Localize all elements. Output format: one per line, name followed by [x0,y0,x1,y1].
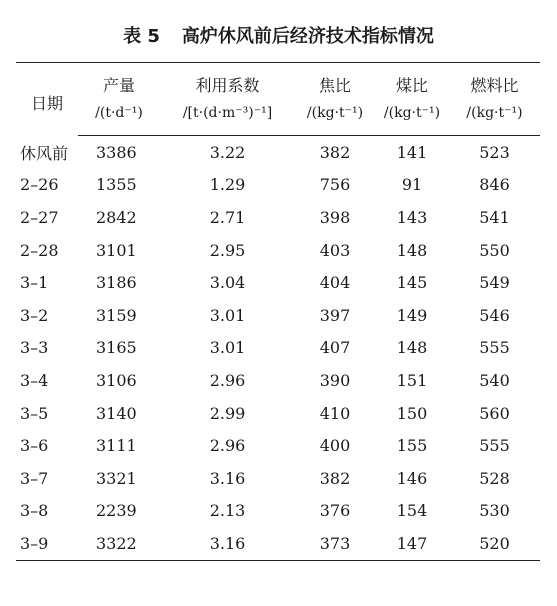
coal-ratio-cell: 143 [396,207,428,227]
output-cell: 2842 [96,207,137,227]
coke-ratio-cell: 404 [319,273,351,293]
date-cell: 3–5 [20,403,49,423]
table-row [16,299,540,332]
fuel-ratio-cell: 549 [479,273,510,293]
unit-coke-ratio: /(kg·t⁻¹) [295,99,375,136]
date-cell: 3–7 [20,468,49,488]
fuel-ratio-cell: 541 [479,207,510,227]
coal-ratio-cell: 154 [396,501,428,521]
output-cell: 3165 [96,338,137,358]
table-row [16,397,540,430]
coke-ratio-cell: 382 [319,468,351,488]
output-cell: 3101 [96,240,137,260]
table-row [16,364,540,397]
coal-ratio-cell: 146 [396,468,428,488]
date-cell: 3–4 [20,370,49,390]
fuel-ratio-cell: 560 [479,403,510,423]
coke-ratio-cell: 410 [319,403,351,423]
coke-ratio-cell: 376 [319,501,351,521]
coke-ratio-cell: 373 [295,527,375,560]
output-cell: 3322 [78,527,160,560]
fuel-ratio-cell: 540 [479,370,510,390]
coke-ratio-cell: 390 [319,370,351,390]
table-row [16,527,540,560]
utilization-cell: 3.04 [209,273,246,293]
coke-ratio-cell: 397 [319,305,351,325]
fuel-ratio-cell: 528 [479,468,510,488]
indicator-table [16,62,540,561]
table-row [16,332,540,365]
fuel-ratio-cell: 555 [479,436,510,456]
output-cell: 3159 [96,305,137,325]
table-header [16,63,540,136]
coal-ratio-cell: 155 [396,436,428,456]
output-cell: 2239 [96,501,137,521]
utilization-cell: 2.71 [209,207,246,227]
table-row [16,201,540,234]
utilization-cell: 3.01 [209,305,246,325]
header-utilization: 利用系数 [160,63,295,100]
fuel-ratio-cell: 555 [479,338,510,358]
date-cell: 2–27 [20,207,59,227]
date-cell: 3–8 [20,501,49,521]
output-cell: 3111 [96,436,137,456]
coke-ratio-cell: 756 [319,175,351,195]
header-coke-ratio: 焦比 [295,63,375,100]
output-cell: 3186 [96,273,137,293]
utilization-cell: 3.22 [209,142,246,162]
unit-output: /(t·d⁻¹) [78,99,160,136]
fuel-ratio-cell: 846 [479,175,510,195]
utilization-cell: 2.96 [209,436,246,456]
fuel-ratio-cell: 523 [479,142,510,162]
header-name-row [16,63,540,100]
header-fuel-ratio: 燃料比 [449,63,540,100]
coal-ratio-cell: 149 [396,305,428,325]
date-cell: 3–6 [20,436,49,456]
date-cell: 休风前 [20,143,69,163]
date-cell: 3–1 [20,273,49,293]
utilization-cell: 1.29 [209,175,246,195]
coal-ratio-cell: 145 [396,273,428,293]
coal-ratio-cell: 141 [396,142,428,162]
fuel-ratio-cell: 520 [449,527,540,560]
table-row [16,136,540,169]
utilization-cell: 2.95 [209,240,246,260]
table-body [16,136,540,561]
table-row [16,169,540,202]
date-cell: 2–28 [20,240,59,260]
coal-ratio-cell: 91 [401,175,423,195]
utilization-cell: 3.16 [209,468,246,488]
date-cell: 3–2 [20,305,49,325]
utilization-cell: 2.13 [209,501,246,521]
table-title: 高炉休风前后经济技术指标情况 [181,26,434,47]
coal-ratio-cell: 148 [396,338,428,358]
header-date: 日期 [16,63,78,136]
utilization-cell: 3.01 [209,338,246,358]
coke-ratio-cell: 403 [319,240,351,260]
output-cell: 3321 [96,468,137,488]
fuel-ratio-cell: 550 [479,240,510,260]
header-unit-row [16,99,540,136]
fuel-ratio-cell: 530 [479,501,510,521]
output-cell: 3140 [96,403,137,423]
table-row [16,495,540,528]
table-number: 表 5 [123,26,160,47]
coke-ratio-cell: 407 [319,338,351,358]
utilization-cell: 2.99 [209,403,246,423]
output-cell: 3106 [96,370,137,390]
header-coal-ratio: 煤比 [375,63,449,100]
date-cell: 3–9 [16,527,78,560]
table-row [16,266,540,299]
coal-ratio-cell: 151 [396,370,428,390]
table-row [16,234,540,267]
unit-fuel-ratio: /(kg·t⁻¹) [449,99,540,136]
utilization-cell: 3.16 [160,527,295,560]
coke-ratio-cell: 382 [319,142,351,162]
utilization-cell: 2.96 [209,370,246,390]
table-row [16,429,540,462]
header-output: 产量 [78,63,160,100]
output-cell: 3386 [96,142,137,162]
coal-ratio-cell: 148 [396,240,428,260]
table-caption [0,22,557,48]
coke-ratio-cell: 398 [319,207,351,227]
date-cell: 3–3 [20,338,49,358]
coke-ratio-cell: 400 [319,436,351,456]
coal-ratio-cell: 150 [396,403,428,423]
fuel-ratio-cell: 546 [479,305,510,325]
output-cell: 1355 [96,175,137,195]
date-cell: 2–26 [20,175,59,195]
unit-coal-ratio: /(kg·t⁻¹) [375,99,449,136]
coal-ratio-cell: 147 [375,527,449,560]
table-row [16,462,540,495]
unit-utilization: /[t·(d·m⁻³)⁻¹] [160,99,295,136]
